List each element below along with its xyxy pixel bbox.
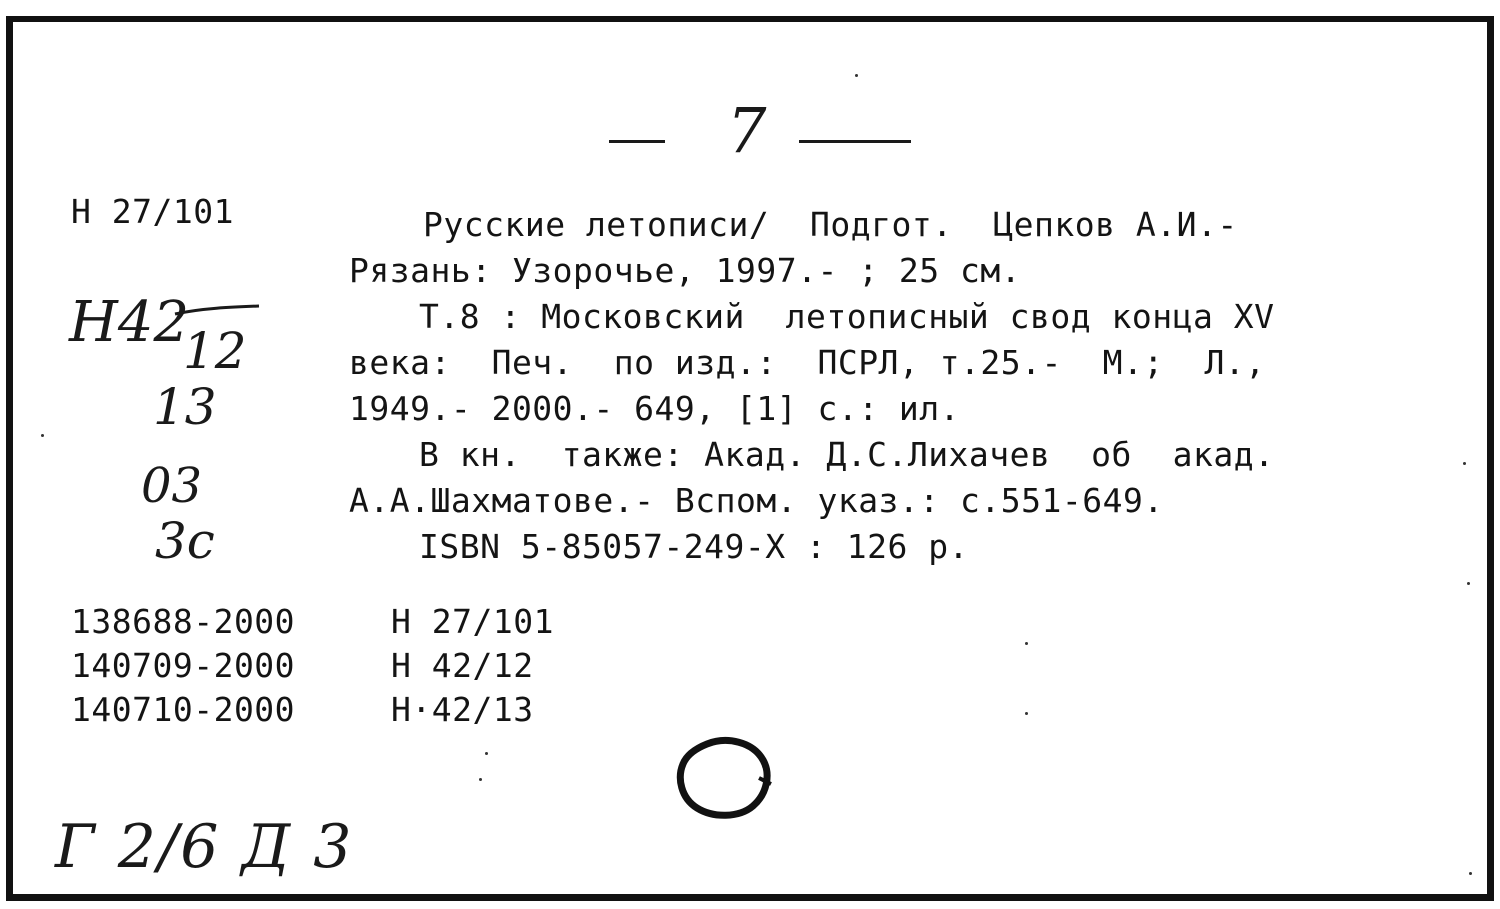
handwritten-shelf-top: Н42 [69,290,190,355]
handwritten-3c: 3с [155,512,215,570]
scan-speck [1469,872,1472,875]
scan-speck [479,778,482,781]
page-number-dash-left [609,140,665,143]
entry-line: Т.8 : Московский летописный свод конца XV [419,297,1275,336]
holding-shelf-code: Н·42/13 [391,690,534,729]
handwritten-fraction: 12 [183,322,247,380]
entry-line: ISBN 5-85057-249-X : 126 р. [419,527,969,566]
punch-hole-icon [667,734,779,822]
catalog-card [6,16,1494,901]
scan-speck [1025,642,1028,645]
handwritten-13: 13 [153,378,217,436]
handwritten-03: 03 [141,458,203,514]
scan-speck [1025,712,1028,715]
entry-line: Рязань: Узорочье, 1997.- ; 25 см. [349,251,1022,290]
inventory-number: 140709-2000 [71,646,296,685]
entry-line: А.А.Шахматове.- Вспом. указ.: с.551-649. [349,481,1164,520]
entry-line: Русские летописи/ Подгот. Цепков А.И.- [423,205,1238,244]
holding-shelf-code: Н 42/12 [391,646,534,685]
scan-speck [1463,462,1466,465]
scan-speck [1467,582,1470,585]
shelf-code: Н 27/101 [71,192,234,231]
page-number: 7 [727,94,767,167]
scan-speck [855,74,858,77]
page-number-dash-right [799,140,911,143]
inventory-number: 140710-2000 [71,690,296,729]
entry-line: В кн. также: Акад. Д.С.Лихачев об акад. [419,435,1275,474]
entry-line: 1949.- 2000.- 649, [1] с.: ил. [349,389,961,428]
inventory-number: 138688-2000 [71,602,296,641]
scan-speck [41,434,44,437]
handwritten-bottom-note: Г 2/6 Д 3 [55,812,354,882]
holding-shelf-code: Н 27/101 [391,602,554,641]
entry-line: века: Печ. по изд.: ПСРЛ, т.25.- М.; Л., [349,343,1266,382]
scan-speck [485,752,488,755]
handwritten-fraction-bar [173,304,263,318]
